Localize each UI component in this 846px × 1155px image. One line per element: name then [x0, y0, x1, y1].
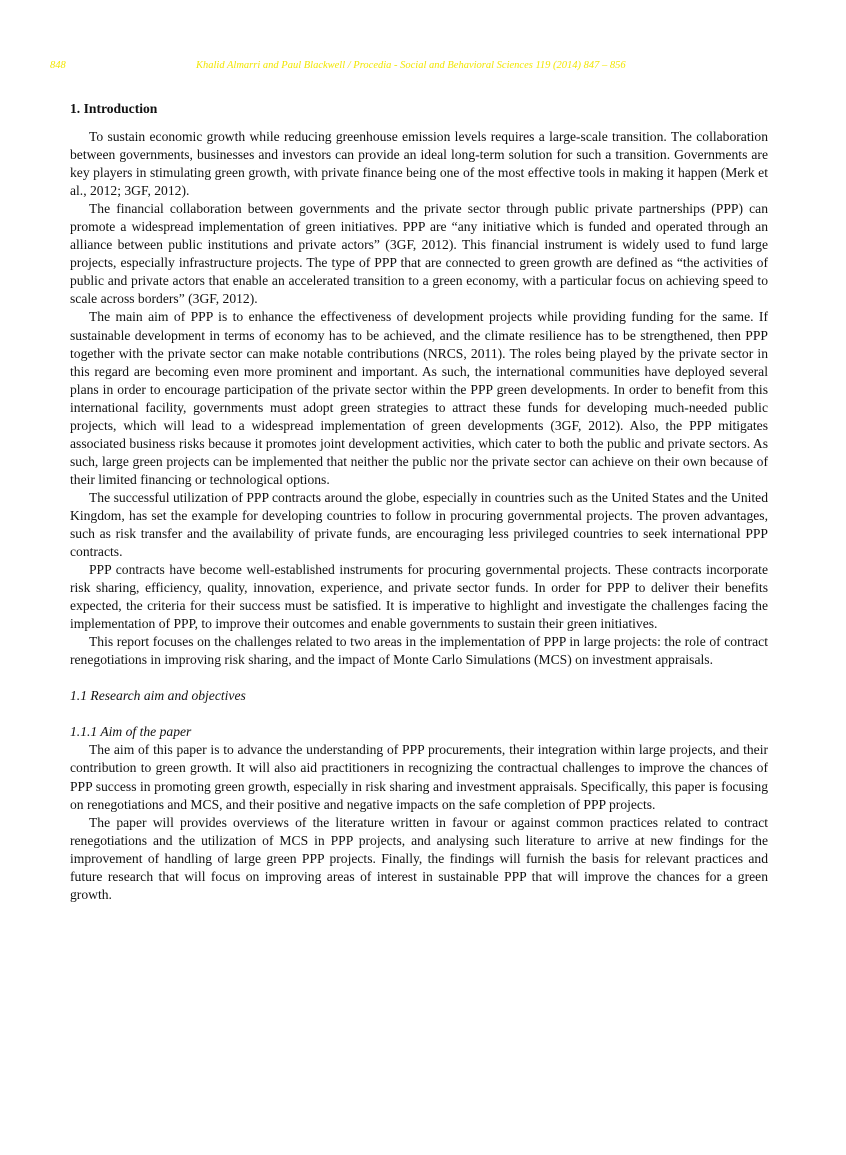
aim-paragraph-2: The paper will provides overviews of the literature written in favour or against common practices related to contract renegotiations and the utilization of MCS in PPP projects, and analysing such literature to arrive at new findings for the improvement of handling of large green PPP projects. Finally, the findings will furnish the basis for relevant practices and future research that will focus on improving areas of interest in sustainable PPP that will improve the chances for a green growth. — [70, 814, 768, 902]
journal-citation: Khalid Almarri and Paul Blackwell / Procedia - Social and Behavioral Sciences 119 (2014) 847 – 856 — [196, 60, 626, 71]
introduction-paragraph-5: PPP contracts have become well-established instruments for procuring governmental projects. These contracts incorporate risk sharing, efficiency, quality, innovation, experience, and private sector funds. In order for PPP to deliver their benefits expected, the criteria for their success must be satisfied. It is imperative to highlight and investigate the challenges facing the implementation of PPP, to improve their outcomes and enable governments to sustain their green initiatives. — [70, 562, 768, 632]
introduction-paragraph-2: The financial collaboration between governments and the private sector through public private partnerships (PPP) can promote a widespread implementation of green initiatives. PPP are “any initiative which is funded and operated through an alliance between public institutions and private actors” (3GF, 2012). This financial instrument is widely used to fund large projects, especially infrastructure projects. The type of PPP that are connected to green growth are defined as “the activities of public and private actors that enable an accelerated transition to a green economy, with a particular focus on achieving speed to scale across borders” (3GF, 2012). — [70, 201, 768, 307]
page-number: 848 — [50, 60, 66, 71]
article-body — [70, 100, 768, 904]
introduction-paragraph-4: The successful utilization of PPP contracts around the globe, especially in countries such as the United States and the United Kingdom, has set the example for developing countries to follow in procuring governmental projects. The proven advantages, such as risk transfer and the availability of private funds, are encouraging less privileged countries to seek international PPP contracts. — [70, 489, 768, 560]
introduction-paragraph-1: To sustain economic growth while reducing greenhouse emission levels requires a large-scale transition. The collaboration between governments, businesses and investors can provide an ideal long-term solution for such a transition. Governments are key players in stimulating green growth, with private finance being one of the most effective tools in making it happen (Merk et al., 2012; 3GF, 2012). — [70, 129, 768, 199]
section-title: 1. Introduction — [70, 101, 158, 116]
aim-paragraph-1: The aim of this paper is to advance the understanding of PPP procurements, their integration within large projects, and their contribution to green growth. It will also aid practitioners in recognizing the contractual challenges to improve the chances of PPP success in promoting green growth, especially in risk sharing and investment appraisals. Specifically, this paper is focusing on renegotiations and MCS, and their positive and negative impacts on the safe completion of PPP projects. — [70, 742, 768, 812]
subsubsection-title: 1.1.1 Aim of the paper — [70, 724, 192, 740]
subsection-title: 1.1 Research aim and objectives — [70, 688, 246, 704]
introduction-paragraph-6: This report focuses on the challenges related to two areas in the implementation of PPP in large projects: the role of contract renegotiations in improving risk sharing, and the impact of Monte Carlo Simulations (MCS) on investment appraisals. — [70, 634, 768, 668]
running-header — [50, 58, 796, 74]
introduction-paragraph-3: The main aim of PPP is to enhance the effectiveness of development projects while providing funding for the same. If sustainable development in terms of economy has to be achieved, and the climate resilience has to be strengthened, then PPP together with the private sector can make notable contributions (NRCS, 2011). The roles being played by the private sector in this regard are becoming even more prominent and important. As such, the international communities have deployed several plans in order to encourage participation of the private sector within the PPP green developments. In order to benefit from this international facility, governments must adopt green strategies to attract these funds for developing much-needed public projects, which will lead to a widespread implementation of green developments (3GF, 2012). Also, the PPP mitigates associated business risks because it promotes joint development activities, which cater to both the public and private sectors. As such, large green projects can be implemented that neither the public nor the private sector can achieve on their own because of their limited financing or technological options. — [70, 309, 768, 487]
